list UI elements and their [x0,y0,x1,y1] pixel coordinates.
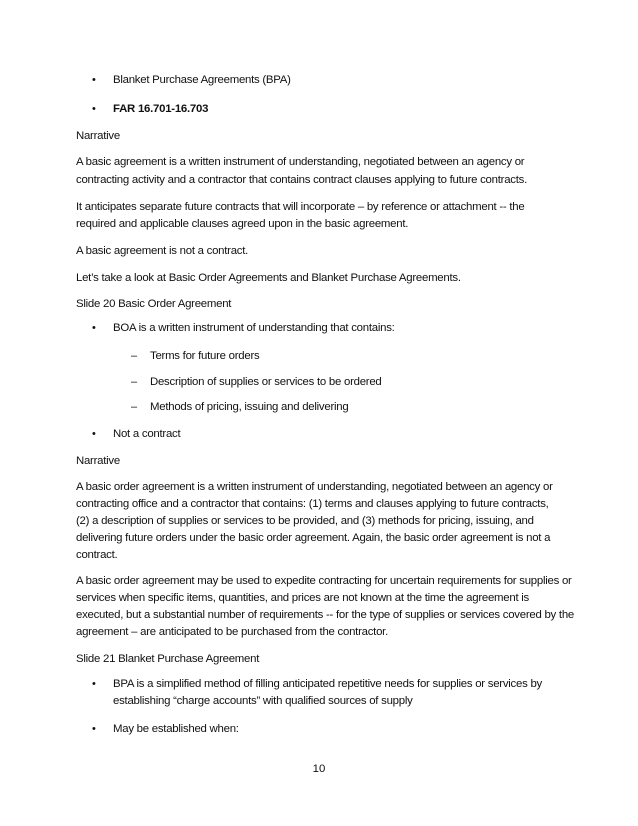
paragraph-line: contract. [76,549,118,561]
paragraph-line: A basic order agreement may be used to expedite contracting for uncertain requirements for supplies or [76,575,572,587]
bullet-marker: • [92,74,96,86]
sub-bullet: Description of supplies or services to be ordered [150,376,382,388]
paragraph-line: contracting activity and a contractor that contains contract clauses applying to future contracts. [76,174,527,186]
bullet-bpa-line: BPA is a simplified method of filling anticipated repetitive needs for supplies or services by [113,678,542,690]
paragraph-line: A basic order agreement is a written instrument of understanding, negotiated between an agency or [76,481,553,493]
bullet-bpa: Blanket Purchase Agreements (BPA) [113,74,291,86]
dash-marker: – [131,350,138,362]
bullet-not-contract: Not a contract [113,428,181,440]
paragraph-line: delivering future orders under the basic order agreement. Again, the basic order agreement is not a [76,532,551,544]
bullet-boa: BOA is a written instrument of understanding that contains: [113,322,395,334]
paragraph-line: executed, but a substantial number of requirements -- for the type of supplies or services covered by the [76,609,574,621]
paragraph-line: agreement – are anticipated to be purchased from the contractor. [76,626,388,638]
paragraph: Let’s take a look at Basic Order Agreements and Blanket Purchase Agreements. [76,272,461,284]
sub-bullet: Terms for future orders [150,350,260,362]
sub-bullet: Methods of pricing, issuing and delivering [150,401,349,413]
dash-marker: – [131,401,138,413]
narrative-heading: Narrative [76,130,120,142]
paragraph-line: required and applicable clauses agreed upon in the basic agreement. [76,218,409,230]
bullet-bpa-line: establishing “charge accounts” with qualified sources of supply [113,695,413,707]
narrative-heading: Narrative [76,455,120,467]
paragraph-line: It anticipates separate future contracts that will incorporate – by reference or attachment -- the [76,201,525,213]
bullet-marker: • [92,428,96,440]
paragraph-line: (2) a description of supplies or services to be provided, and (3) methods for pricing, issuing, and [76,515,534,527]
bullet-far-reference: FAR 16.701-16.703 [113,103,209,115]
paragraph-line: contracting office and a contractor that contains: (1) terms and clauses applying to future contracts, [76,498,549,510]
paragraph: A basic agreement is not a contract. [76,245,249,257]
paragraph-line: A basic agreement is a written instrument of understanding, negotiated between an agency or [76,156,525,168]
bullet-marker: • [92,322,96,334]
bullet-may-be: May be established when: [113,723,239,735]
slide-heading: Slide 21 Blanket Purchase Agreement [76,653,260,665]
page-number: 10 [312,763,326,775]
slide-heading: Slide 20 Basic Order Agreement [76,298,232,310]
paragraph-line: services when specific items, quantities, and prices are not known at the time the agreement is [76,592,529,604]
bullet-marker: • [92,678,96,690]
dash-marker: – [131,376,138,388]
bullet-marker: • [92,103,96,115]
bullet-marker: • [92,723,96,735]
